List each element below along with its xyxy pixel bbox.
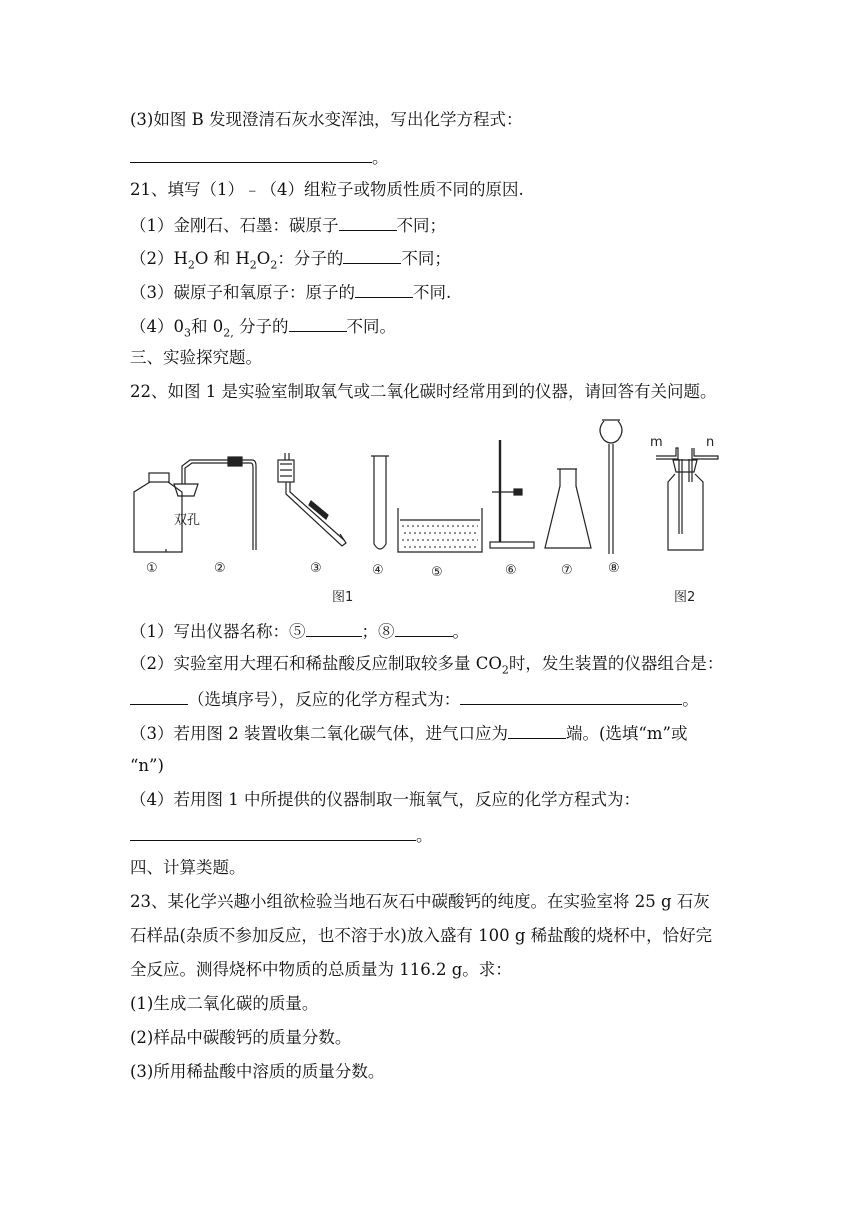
q23-line-1: 23、某化学兴趣小组欲检验当地石灰石中碳酸钙的纯度。在实验室将 25 g 石灰	[130, 892, 710, 911]
answer-blank[interactable]	[306, 618, 362, 637]
q22-part3-cont: “n”)	[130, 756, 164, 775]
answer-blank[interactable]	[343, 245, 401, 264]
q22-part1: （1）写出仪器名称：⑤ ；⑧ 。	[130, 618, 469, 644]
label-n: n	[706, 435, 715, 450]
q21-title: 21、填写（1）﹣（4）组粒子或物质性质不同的原因.	[130, 180, 524, 199]
answer-blank[interactable]	[395, 618, 453, 637]
q23-sub-1: (1)生成二氧化碳的质量。	[130, 994, 319, 1013]
apparatus-7-conical-flask	[545, 469, 591, 548]
q23-line-2: 石样品(杂质不参加反应，也不溶于水)放入盛有 100 g 稀盐酸的烧杯中，恰好完	[130, 926, 713, 945]
answer-blank[interactable]	[355, 279, 413, 298]
num-2: ②	[214, 561, 226, 576]
q22-part3: （3）若用图 2 装置收集二氧化碳气体，进气口应为 端。(选填“m”或	[130, 720, 687, 746]
num-3: ③	[310, 561, 322, 576]
apparatus-4-test-tube	[371, 456, 389, 549]
q20-part3: (3)如图 B 发现澄清石灰水变浑浊，写出化学方程式：	[130, 110, 523, 129]
answer-blank[interactable]	[130, 686, 188, 705]
q23-line-3: 全反应。测得烧杯中物质的总质量为 116.2 g。求：	[130, 960, 512, 979]
figure-2-caption: 图2	[674, 590, 696, 605]
answer-blank[interactable]	[130, 144, 372, 163]
num-5: ⑤	[431, 565, 443, 580]
answer-blank[interactable]	[339, 212, 397, 231]
q21-item-3: （3）碳原子和氧原子：原子的 不同.	[130, 279, 451, 305]
answer-blank[interactable]	[460, 686, 682, 705]
apparatus-5-water-trough	[398, 508, 482, 552]
apparatus-3-delivery-tube	[278, 453, 346, 546]
q22-title: 22、如图 1 是实验室制取氧气或二氧化碳时经常用到的仪器，请回答有关问题。	[130, 382, 717, 401]
label-shuangkong: 双孔	[174, 513, 201, 528]
q21-item-4: $(4)0_3$和 $0_{2,}$ 分子的 不同。	[130, 313, 396, 339]
answer-blank[interactable]	[508, 720, 566, 739]
figure-1-caption: 图1	[332, 590, 354, 605]
answer-blank[interactable]	[130, 822, 416, 841]
q21-item-2: $(2)H_2O$ 和 $H_2O_2$：分子的 不同；	[130, 245, 451, 271]
section-heading-3: 三、实验探究题。	[130, 348, 262, 367]
apparatus-2-stopper-tubes	[174, 457, 256, 550]
answer-blank[interactable]	[289, 313, 347, 332]
q23-sub-3: (3)所用稀盐酸中溶质的质量分数。	[130, 1062, 385, 1081]
q23-sub-2: (2)样品中碳酸钙的质量分数。	[130, 1028, 352, 1047]
apparatus-8-long-funnel	[600, 420, 622, 554]
figure-2-gas-bottle	[656, 448, 718, 550]
num-8: ⑧	[608, 561, 620, 576]
q22-part2: （2）实验室用大理石和稀盐酸反应制取较多量 $CO_2$时，发生装置的仪器组合是：	[130, 654, 724, 677]
q22-answer-line: 。	[130, 822, 433, 848]
num-1: ①	[146, 561, 158, 576]
apparatus-6-iron-stand	[490, 440, 534, 548]
num-4: ④	[372, 563, 384, 578]
label-m: m	[650, 435, 663, 450]
q21-item-1: （1）金刚石、石墨：碳原子 不同；	[130, 212, 446, 238]
q22-part2-cont: （选填序号），反应的化学方程式为： 。	[130, 686, 699, 712]
num-7: ⑦	[561, 563, 573, 578]
apparatus-figure	[128, 416, 728, 606]
q20-answer-line: 。	[130, 144, 389, 170]
section-heading-4: 四、计算类题。	[130, 858, 246, 877]
num-6: ⑥	[505, 563, 517, 578]
q22-part4: （4）若用图 1 中所提供的仪器制取一瓶氧气，反应的化学方程式为：	[130, 790, 640, 809]
